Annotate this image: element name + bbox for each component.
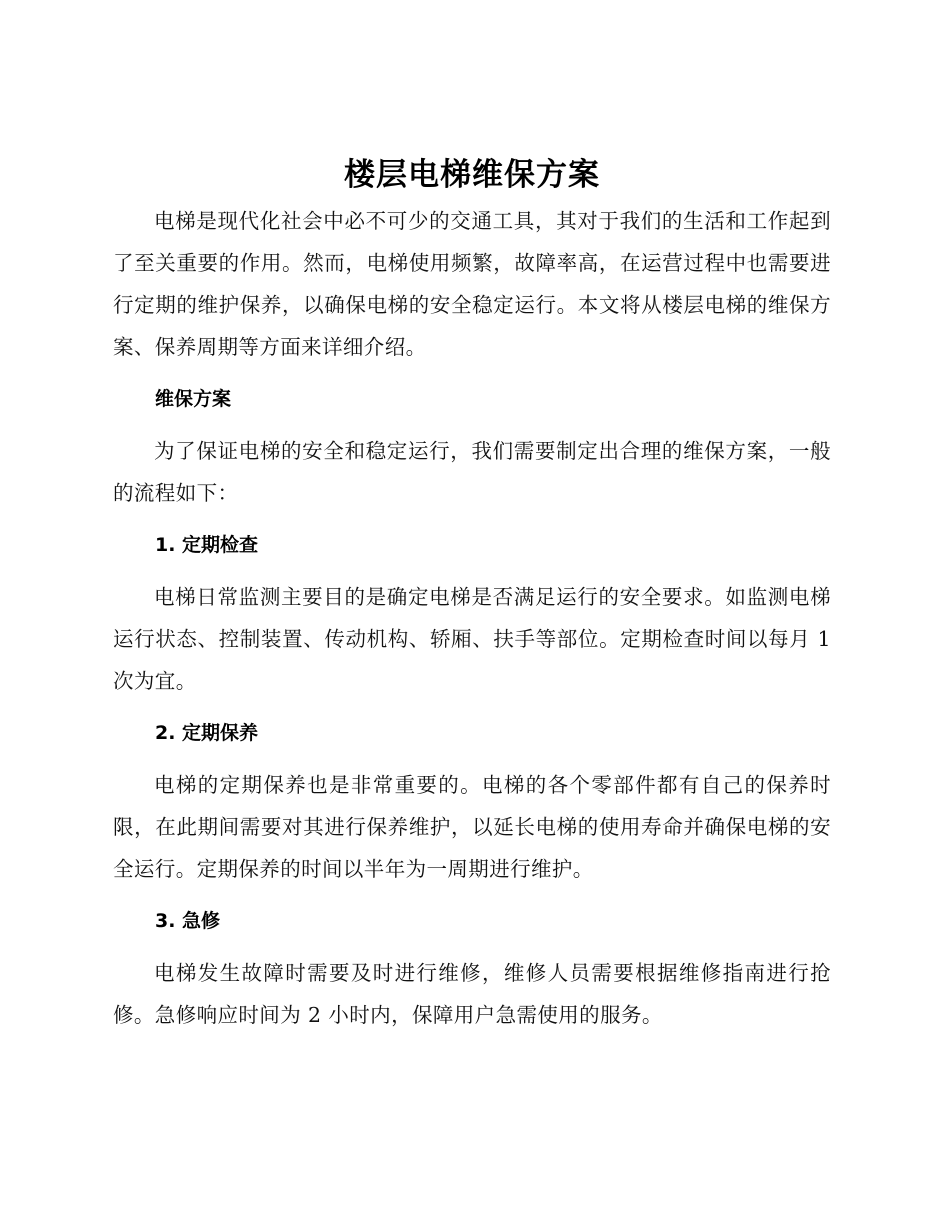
section-heading: 维保方案 [155,388,232,410]
item-body-regular-inspection: 电梯日常监测主要目的是确定电梯是否满足运行的安全要求。如监测电梯运行状态、控制装置、传动机构、轿厢、扶手等部位。定期检查时间以每月 1 次为宜。 [113,585,831,693]
item-heading-emergency-repair: 3. 急修 [155,910,221,932]
item-body-regular-maintenance: 电梯的定期保养也是非常重要的。电梯的各个零部件都有自己的保养时限，在此期间需要对其进行保养维护，以延长电梯的使用寿命并确保电梯的安全运行。定期保养的时间以半年为一周期进行维护。 [113,773,831,881]
document-title: 楼层电梯维保方案 [344,157,600,193]
item-heading-regular-inspection: 1. 定期检查 [155,534,259,556]
intro-paragraph: 电梯是现代化社会中必不可少的交通工具，其对于我们的生活和工作起到了至关重要的作用。然而，电梯使用频繁，故障率高，在运营过程中也需要进行定期的维护保养，以确保电梯的安全稳定运行。本文将从楼层电梯的维保方案、保养周期等方面来详细介绍。 [113,209,831,359]
item-heading-regular-maintenance: 2. 定期保养 [155,722,259,744]
item-body-emergency-repair: 电梯发生故障时需要及时进行维修，维修人员需要根据维修指南进行抢修。急修响应时间为 2 小时内，保障用户急需使用的服务。 [113,961,831,1027]
document-body [113,150,831,1036]
section-intro-paragraph: 为了保证电梯的安全和稳定运行，我们需要制定出合理的维保方案，一般的流程如下： [113,439,831,505]
